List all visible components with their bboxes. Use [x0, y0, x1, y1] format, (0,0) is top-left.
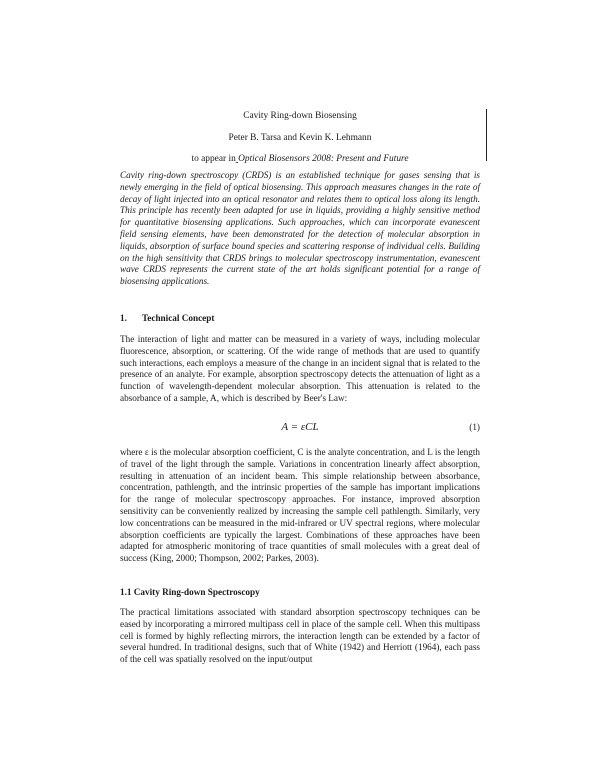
appear-prefix: to appear in: [191, 154, 236, 164]
section-heading: [120, 312, 214, 324]
section-title: Technical Concept: [142, 313, 215, 323]
paper-title: Cavity Ring-down Biosensing: [243, 111, 357, 121]
subsection-heading: 1.1 Cavity Ring-down Spectroscopy: [120, 587, 260, 597]
abstract: Cavity ring-down spectroscopy (CRDS) is an established technique for gases sensing that is newly emerging in the field of optical biosensing. This approach measures changes in the rate of decay of light injected into an optical resonator and relates them to optical loss along its length. This principle has recently been adapted for use in liquids, providing a highly sensitive method for quantitative biosensing applications. Such approaches, which can incorporate evanescent field sensing elements, have been demonstrated for the detection of molecular absorption in liquids, absorption of surface bound species and scattering response of individual cells. Building on the high sensitivity that CRDS brings to molecular spectroscopy instrumentation, evanescent wave CRDS represents the current state of the art holds significant potential for a range of biosensing applications.: [120, 170, 480, 287]
paragraph: The interaction of light and matter can be measured in a variety of ways, including molecular fluorescence, absorption, or scattering. Of the wide range of methods that are used to quantify such interactions, each employs a measure of the change in an incident signal that is related to the presence of an analyte. For example, absorption spectroscopy detects the attenuation of light as a function of wavelength-dependent molecular absorption. This attenuation is related to the absorbance of a sample, A, which is described by Beer's Law:: [120, 334, 480, 403]
equation-formula: A = εCL: [281, 421, 319, 433]
paper-authors: Peter B. Tarsa and Kevin K. Lehmann: [228, 133, 372, 143]
equation: [120, 421, 480, 435]
publication-note: [0, 153, 600, 165]
section-number: 1.: [120, 313, 127, 323]
paragraph: where ε is the molecular absorption coefficient, C is the analyte concentration, and L is the length of travel of the light through the sample. Variations in concentration linearly affect absorption, resulting in attenuation of an incident beam. This simple relationship between absorbance, concentration, pathlength, and the intrinsic properties of the sample has important implications for the range of molecular spectroscopy approaches. For instance, improved absorption sensitivity can be conveniently realized by increasing the sample cell pathlength. Similarly, very low concentrations can be measured in the mid-infrared or UV spectral regions, where molecular absorption coefficients are typically the largest. Combinations of these approaches have been adapted for atmospheric monitoring of trace quantities of small molecules with a great deal of success (King, 2000; Thompson, 2002; Parkes, 2003).: [120, 447, 480, 564]
paragraph: The practical limitations associated with standard absorption spectroscopy techniques can be eased by incorporating a mirrored multipass cell in place of the sample cell. When this multipass cell is formed by highly reflecting mirrors, the interaction length can be extended by a factor of several hundred. In traditional designs, such that of White (1942) and Herriott (1964), each pass of the cell was spatially resolved on the input/output: [120, 607, 480, 665]
journal-name: Optical Biosensors 2008: Present and Future: [238, 154, 409, 164]
equation-number: (1): [469, 422, 480, 432]
margin-change-bar: [486, 109, 487, 161]
